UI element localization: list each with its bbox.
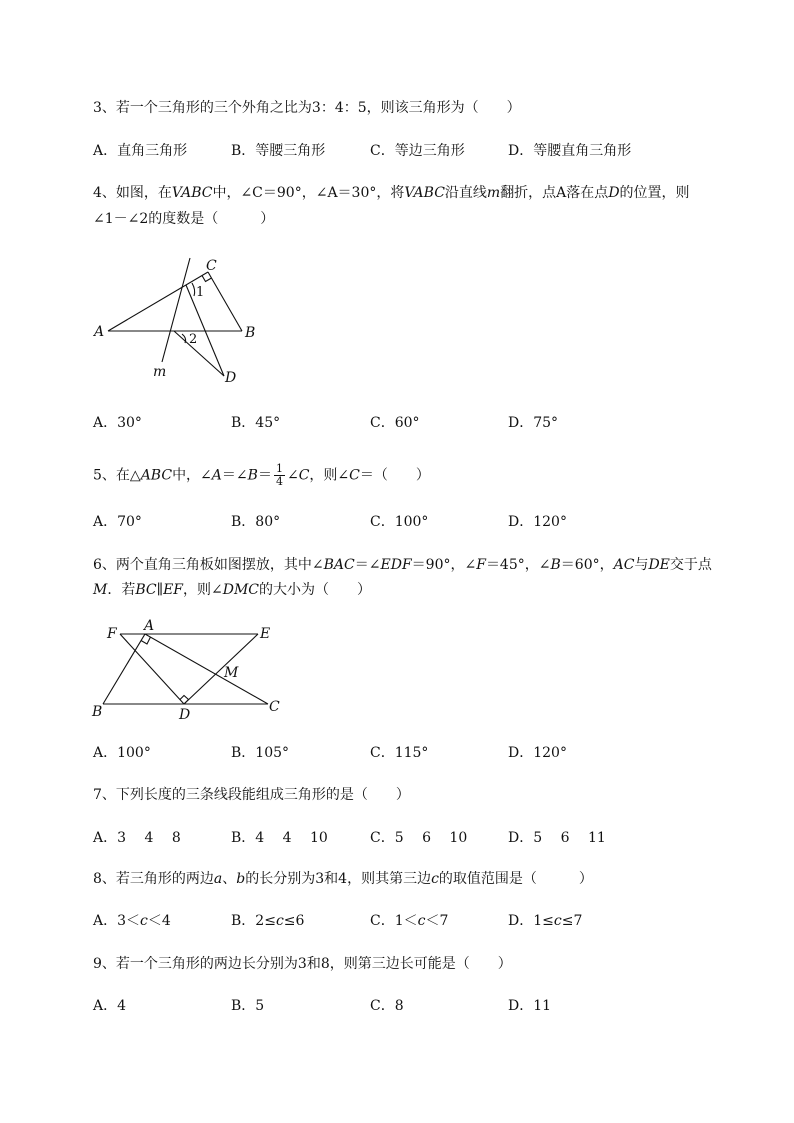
q8-stem	[93, 870, 593, 888]
q6-stem-line2	[93, 581, 371, 599]
q6-angle-dmc: DMC	[222, 582, 260, 598]
q5-stem	[93, 463, 430, 488]
q5-var-a: A	[211, 467, 222, 484]
q5-var-c: C	[298, 467, 310, 484]
q6-stem-part: ，则∠	[183, 582, 223, 598]
q4-label-angle1: 1	[196, 285, 205, 300]
q4-label-b: B	[245, 325, 256, 341]
q8-option-var: c	[275, 913, 284, 929]
q8-var-a: a	[213, 871, 223, 887]
q8-var-c: c	[431, 871, 439, 887]
q6-option-d: D．120°	[508, 745, 567, 761]
q8-option-var: c	[417, 913, 426, 929]
q4-option-d: D．75°	[508, 415, 559, 431]
q6-segment-ac: AC	[613, 557, 635, 573]
q4-triangle-name: VABC	[171, 185, 213, 201]
q7-stem: 7、下列长度的三条线段能组成三角形的是（ ）	[93, 787, 410, 803]
q4-label-m: m	[153, 364, 167, 380]
q6-stem-part: 交于点	[669, 557, 712, 573]
q5-option-a: A．70°	[93, 514, 142, 530]
q6-option-c: C．115°	[370, 745, 429, 761]
q9-option-a: A．4	[93, 998, 127, 1014]
q6-stem-part: 与	[634, 557, 649, 573]
q9-option-c: C．8	[370, 998, 404, 1014]
q8-option-text: ≤6	[283, 913, 305, 929]
q7-option-b: B．4 4 10	[231, 830, 328, 846]
q5-fraction-numerator: 1	[275, 462, 283, 475]
q6-label-b: B	[92, 704, 103, 720]
q4-label-a: A	[94, 324, 105, 340]
q4-label-c: C	[206, 258, 217, 274]
q5-stem-part: ＝	[257, 467, 272, 484]
q4-angle1-arc	[192, 283, 195, 296]
q8-stem-part: 、	[222, 871, 237, 887]
q8-stem-part: 8、若三角形的两边	[93, 871, 214, 887]
q5-stem-part: ＝∠	[221, 467, 248, 484]
q8-option-text: ≤7	[561, 913, 583, 929]
q4-stem-part: 翻折，点A落在点	[500, 185, 609, 201]
q5-fraction-denominator: 4	[275, 475, 283, 488]
q6-segment-ac	[145, 634, 268, 704]
q8-option-a	[93, 912, 171, 930]
q4-stem-line2: ∠1－∠2的度数是（ ）	[93, 211, 275, 227]
q6-label-c: C	[269, 699, 280, 715]
q6-stem-part: ∥	[156, 582, 164, 598]
q8-option-text: A．3＜	[93, 913, 141, 929]
q5-option-b: B．80°	[231, 514, 281, 530]
q4-stem-part: 沿直线	[444, 185, 487, 201]
q6-angle-b: B	[550, 557, 561, 573]
q6-stem-line1	[93, 556, 712, 574]
q8-option-text: C．1＜	[370, 913, 418, 929]
q5-stem-part: ＝（ ）	[359, 467, 430, 484]
q4-option-b: B．45°	[231, 415, 281, 431]
q4-segment-cb	[208, 272, 242, 331]
q4-segment-fd	[174, 331, 224, 376]
q8-option-d	[508, 912, 582, 930]
q5-option-c: C．100°	[370, 514, 429, 530]
q6-stem-part: 6、两个直角三角板如图摆放，其中∠	[93, 557, 324, 573]
q4-fold-line-m	[162, 258, 190, 362]
q8-option-c	[370, 912, 448, 930]
q6-label-e: E	[260, 626, 271, 642]
q8-option-text: ＜4	[147, 913, 171, 929]
q6-stem-part: ＝90°，∠	[411, 557, 477, 573]
q8-stem-part: 的长分别为3和4，则其第三边	[245, 871, 432, 887]
q6-option-a: A．100°	[93, 745, 151, 761]
q6-label-m: M	[224, 665, 239, 681]
q5-option-d: D．120°	[508, 514, 567, 530]
q8-option-text: ＜7	[425, 913, 449, 929]
q8-option-var: c	[140, 913, 148, 929]
q6-right-angle-mark-d	[180, 696, 189, 705]
q6-label-a: A	[144, 618, 155, 634]
q8-option-var: c	[553, 913, 562, 929]
q4-stem-line1	[93, 184, 690, 202]
q7-option-a: A．3 4 8	[93, 830, 181, 846]
q7-option-c: C．5 6 10	[370, 830, 468, 846]
q5-var-b: B	[247, 467, 258, 484]
q6-angle-bac: BAC	[323, 557, 355, 573]
q8-stem-part: 的取值范围是（ ）	[438, 871, 593, 887]
q5-stem-part: 5、在△	[93, 467, 141, 484]
q4-label-d: D	[225, 370, 237, 386]
q3-option-c: C．等边三角形	[370, 143, 465, 159]
q6-label-f: F	[107, 626, 117, 642]
q4-option-c: C．60°	[370, 415, 420, 431]
q4-stem-part: 中，∠C＝90°，∠A＝30°，将	[212, 185, 405, 201]
q6-point-m: M	[93, 582, 108, 598]
q6-segment-de	[184, 634, 258, 704]
q6-option-b: B．105°	[231, 745, 290, 761]
q8-option-b	[231, 912, 304, 930]
q6-stem-part: ＝60°，	[560, 557, 614, 573]
q4-label-angle2: 2	[189, 332, 198, 347]
q9-option-d: D．11	[508, 998, 552, 1014]
q7-option-d: D．5 6 11	[508, 830, 606, 846]
q6-stem-part: 的大小为（ ）	[259, 582, 372, 598]
q6-stem-part: ．若	[107, 582, 136, 598]
q6-segment-ef: EF	[163, 582, 184, 598]
q6-angle-f: F	[476, 557, 486, 573]
q3-option-d: D．等腰直角三角形	[508, 143, 632, 159]
q6-stem-part: ＝45°，∠	[485, 557, 551, 573]
q6-segment-de: DE	[648, 557, 670, 573]
q4-point-d: D	[608, 185, 620, 201]
q3-option-a: A．直角三角形	[93, 143, 188, 159]
q4-option-a: A．30°	[93, 415, 142, 431]
q3-stem: 3、若一个三角形的三个外角之比为3：4：5，则该三角形为（ ）	[93, 100, 521, 116]
q6-figure	[88, 615, 298, 725]
q5-var-c: C	[349, 467, 360, 484]
q6-label-d: D	[179, 707, 191, 723]
q5-fraction	[274, 463, 285, 488]
q9-option-b: B．5	[231, 998, 265, 1014]
q6-segment-fd	[120, 634, 184, 704]
q4-figure	[90, 250, 290, 390]
q5-triangle-name: ABC	[140, 467, 173, 484]
q6-angle-edf: EDF	[380, 557, 412, 573]
q8-option-text: B．2≤	[231, 913, 276, 929]
q8-var-b: b	[236, 871, 246, 887]
q5-stem-part: ，则∠	[309, 467, 350, 484]
q6-stem-part: ＝∠	[354, 557, 381, 573]
q6-segment-ba	[103, 634, 145, 704]
q5-stem-part: 中，∠	[172, 467, 212, 484]
q4-stem-part: 4、如图，在	[93, 185, 172, 201]
q6-segment-bc: BC	[135, 582, 157, 598]
q4-stem-part: 的位置，则	[619, 185, 690, 201]
q9-stem: 9、若一个三角形的两边长分别为3和8，则第三边长可能是（ ）	[93, 956, 512, 972]
q4-line-m: m	[486, 185, 501, 201]
q8-option-text: D．1≤	[508, 913, 554, 929]
q5-stem-part: ∠	[286, 467, 299, 484]
q3-option-b: B．等腰三角形	[231, 143, 326, 159]
q4-triangle-name: VABC	[404, 185, 445, 201]
